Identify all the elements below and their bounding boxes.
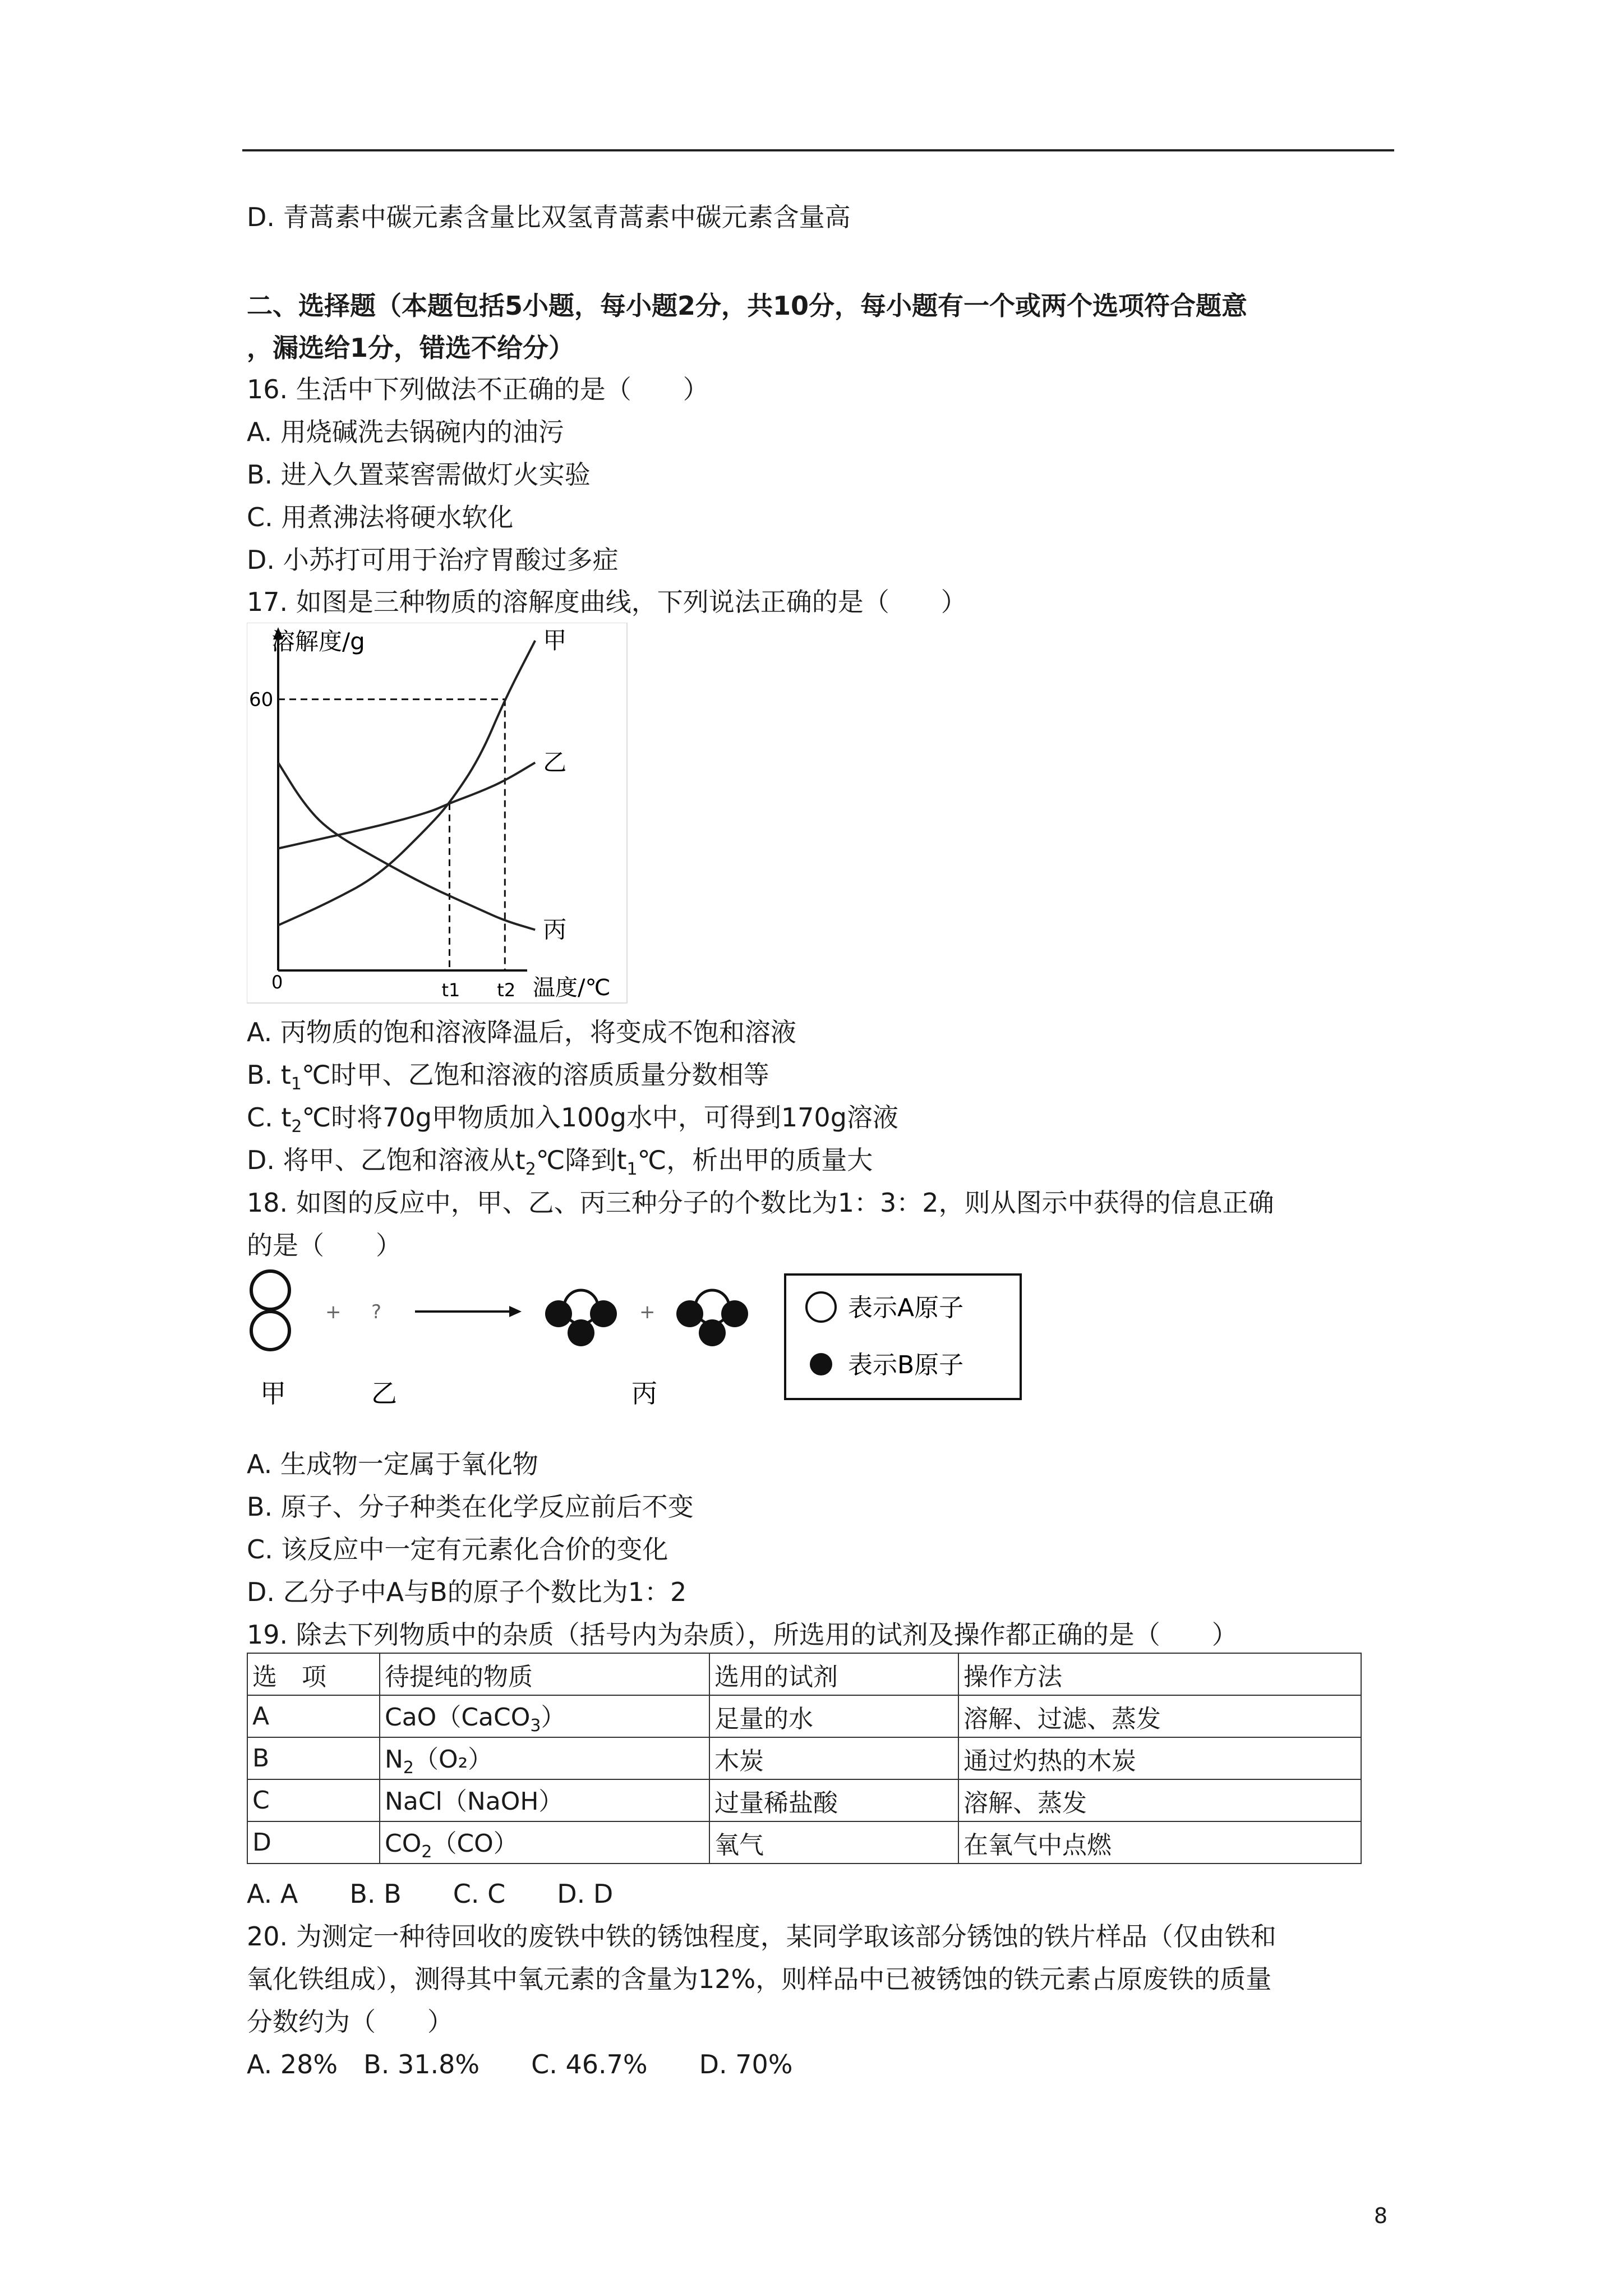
q18-option-b: B. 原子、分子种类在化学反应前后不变	[247, 1492, 694, 1522]
q16-option-d: D. 小苏打可用于治疗胃酸过多症	[247, 545, 619, 575]
formula-text: CO	[385, 1829, 422, 1858]
x-tick-label-t1: t1	[441, 979, 460, 1001]
formula-text: CaO（CaCO	[385, 1703, 531, 1732]
reaction-arrow-head	[509, 1306, 522, 1317]
cell-substance	[380, 1779, 709, 1821]
reaction-diagram	[247, 1262, 1026, 1414]
formula-text-2: （O₂）	[414, 1745, 493, 1774]
molecule-jia-atom-a-bottom	[251, 1312, 289, 1350]
q18-stem-line1: 18. 如图的反应中，甲、乙、丙三种分子的个数比为1：3：2，则从图示中获得的信息正确	[247, 1188, 1274, 1218]
product2-atom-b-right	[721, 1300, 748, 1327]
q18-option-a: A. 生成物一定属于氧化物	[247, 1449, 538, 1479]
cell-method: 溶解、蒸发	[958, 1779, 1361, 1821]
formula-text: NaCl（NaOH）	[385, 1787, 564, 1816]
product1-atom-b-left	[545, 1300, 572, 1327]
q16-option-c: C. 用煮沸法将硬水软化	[247, 502, 514, 532]
table-row	[247, 1779, 1361, 1821]
q18-stem-line2: 的是（ ）	[247, 1230, 402, 1260]
q17-d-sub2: 1	[626, 1159, 638, 1179]
q17-option-c	[247, 1101, 898, 1144]
q20-stem-line1: 20. 为测定一种待回收的废铁中铁的锈蚀程度，某同学取该部分锈蚀的铁片样品（仅由铁和	[247, 1921, 1276, 1952]
cell-option: A	[247, 1695, 380, 1737]
q16-option-b: B. 进入久置菜窖需做灯火实验	[247, 459, 591, 490]
q17-d-text-2: ℃降到t	[536, 1145, 627, 1175]
cell-option: B	[247, 1737, 380, 1779]
q20-stem-line3: 分数约为（ ）	[247, 2007, 453, 2037]
section-heading-line2: ，漏选给1分，错选不给分）	[247, 333, 575, 363]
cell-option: C	[247, 1779, 380, 1821]
series-label-yi: 乙	[543, 748, 567, 776]
q18-option-d: D. 乙分子中A与B的原子个数比为1：2	[247, 1577, 687, 1607]
series-label-jia: 甲	[543, 626, 567, 654]
y-axis-label: 溶解度/g	[271, 628, 365, 655]
table-row	[247, 1821, 1361, 1864]
cell-reagent: 过量稀盐酸	[709, 1779, 958, 1821]
y-tick-label-60: 60	[249, 688, 274, 711]
q17-option-d	[247, 1143, 873, 1186]
q17-stem: 17. 如图是三种物质的溶解度曲线，下列说法正确的是（ ）	[247, 587, 967, 617]
q17-d-text-3: ℃，析出甲的质量大	[637, 1145, 873, 1175]
origin-label: 0	[271, 972, 283, 993]
label-yi: 乙	[371, 1378, 397, 1409]
legend-atom-a-label: 表示A原子	[848, 1294, 964, 1322]
header-cell-method: 操作方法	[958, 1653, 1361, 1695]
plus-sign-2: +	[639, 1301, 656, 1323]
q15-option-d: D. 青蒿素中碳元素含量比双氢青蒿素中碳元素含量高	[247, 202, 851, 232]
legend-atom-a-icon	[806, 1292, 836, 1322]
q17-option-a: A. 丙物质的饱和溶液降温后，将变成不饱和溶液	[247, 1017, 796, 1047]
q17-c-sub: 2	[291, 1117, 302, 1137]
q17-b-sub: 1	[291, 1074, 302, 1094]
table-row	[247, 1737, 1361, 1779]
cell-method: 在氧气中点燃	[958, 1821, 1361, 1864]
plus-sign-1: +	[325, 1301, 342, 1323]
formula-subscript: 3	[530, 1716, 541, 1736]
q19-stem: 19. 除去下列物质中的杂质（括号内为杂质），所选用的试剂及操作都正确的是（ ）	[247, 1619, 1238, 1650]
q17-d-sub1: 2	[525, 1159, 536, 1179]
product2-atom-b-bottom	[699, 1319, 726, 1346]
q16-option-a: A. 用烧碱洗去锅碗内的油污	[247, 417, 564, 447]
formula-text: N	[385, 1745, 403, 1774]
x-tick-label-t2: t2	[497, 979, 516, 1001]
solubility-chart	[247, 623, 628, 1004]
q17-c-text-2: ℃时将70g甲物质加入100g水中，可得到170g溶液	[302, 1102, 898, 1133]
q16-stem: 16. 生活中下列做法不正确的是（ ）	[247, 374, 709, 404]
cell-method: 通过灼热的木炭	[958, 1737, 1361, 1779]
q19-answers: A. A B. B C. C D. D	[247, 1879, 614, 1909]
label-jia: 甲	[260, 1378, 286, 1409]
formula-text-2: （CO）	[432, 1829, 518, 1858]
cell-substance	[380, 1737, 709, 1779]
cell-substance	[380, 1695, 709, 1737]
header-rule	[242, 149, 1394, 151]
formula-subscript: 2	[421, 1842, 432, 1862]
q17-c-text: C. t	[247, 1102, 292, 1133]
legend-atom-b-label: 表示B原子	[848, 1351, 964, 1379]
cell-reagent: 氧气	[709, 1821, 958, 1864]
formula-subscript: 2	[403, 1758, 414, 1778]
q17-b-text-2: ℃时甲、乙饱和溶液的溶质质量分数相等	[301, 1060, 769, 1090]
page-number: 8	[1373, 2203, 1387, 2228]
x-axis-label: 温度/℃	[533, 975, 611, 1001]
series-label-bing: 丙	[543, 915, 567, 944]
legend-atom-b-icon	[810, 1353, 832, 1375]
cell-substance	[380, 1821, 709, 1864]
header-cell-substance: 待提纯的物质	[380, 1653, 709, 1695]
label-bing: 丙	[631, 1378, 657, 1409]
header-cell-reagent: 选用的试剂	[709, 1653, 958, 1695]
product2-atom-b-left	[676, 1300, 703, 1327]
formula-text-2: ）	[541, 1703, 566, 1732]
molecule-jia-atom-a-top	[251, 1271, 289, 1309]
q17-b-text: B. t	[247, 1060, 291, 1090]
q17-option-b	[247, 1058, 769, 1101]
cell-reagent: 足量的水	[709, 1695, 958, 1737]
q20-stem-line2: 氧化铁组成），测得其中氧元素的含量为12%，则样品中已被锈蚀的铁元素占原废铁的质量	[247, 1964, 1272, 1994]
header-cell-option: 选 项	[247, 1653, 380, 1695]
cell-option: D	[247, 1821, 380, 1864]
table-header-row	[247, 1653, 1361, 1695]
q20-answers: A. 28% B. 31.8% C. 46.7% D. 70%	[247, 2049, 793, 2079]
cell-reagent: 木炭	[709, 1737, 958, 1779]
q19-table	[247, 1653, 1362, 1864]
product1-atom-b-bottom	[568, 1319, 594, 1346]
product1-atom-b-right	[590, 1300, 617, 1327]
unknown-molecule-yi: ?	[371, 1301, 382, 1323]
section-heading-line1: 二、选择题（本题包括5小题，每小题2分，共10分，每小题有一个或两个选项符合题意	[247, 291, 1248, 321]
table-row	[247, 1695, 1361, 1737]
chart-frame	[247, 623, 627, 1003]
cell-method: 溶解、过滤、蒸发	[958, 1695, 1361, 1737]
q17-d-text: D. 将甲、乙饱和溶液从t	[247, 1145, 525, 1175]
q18-option-c: C. 该反应中一定有元素化合价的变化	[247, 1534, 668, 1565]
